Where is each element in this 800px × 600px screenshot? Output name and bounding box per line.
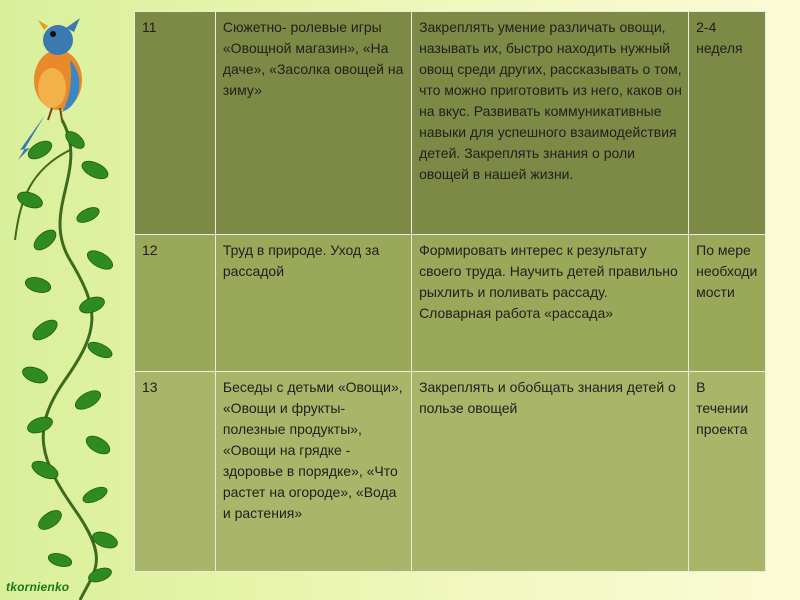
goal-cell: Закреплять умение различать овощи, называть их, быстро находить нужный овощ среди других, рассказывать о том, что можно приготовить из него, каков он на вкус. Развивать коммуникативные навыки для успешного взаимодействия детей. Закреплять знания о роли овощей в нашей жизни. — [412, 12, 689, 235]
row-number: 13 — [135, 372, 216, 572]
activity-cell: Труд в природе. Уход за рассадой — [215, 235, 411, 372]
timing-cell: По мере необходи мости — [689, 235, 766, 372]
watermark: tkornienko — [6, 580, 70, 594]
goal-cell: Закреплять и обобщать знания детей о пользе овощей — [412, 372, 689, 572]
leaf-group — [15, 128, 119, 584]
timing-cell: 2-4 неделя — [689, 12, 766, 235]
table-row — [135, 12, 766, 235]
table-row — [135, 235, 766, 372]
vine-stem — [43, 120, 96, 600]
activity-cell: Сюжетно- ролевые игры «Овощной магазин», «На даче», «Засолка овощей на зиму» — [215, 12, 411, 235]
timing-cell: В течении проекта — [689, 372, 766, 572]
row-number: 12 — [135, 235, 216, 372]
goal-cell: Формировать интерес к результату своего труда. Научить детей правильно рыхлить и поливать рассаду. Словарная работа «рассада» — [412, 235, 689, 372]
table-row — [135, 372, 766, 572]
project-plan-table — [134, 11, 766, 572]
row-number: 11 — [135, 12, 216, 235]
vine-decoration — [0, 0, 140, 600]
activity-cell: Беседы с детьми «Овощи», «Овощи и фрукты- полезные продукты», «Овощи на грядке - здоровье в порядке», «Что растет на огороде», «Вода и растения» — [215, 372, 411, 572]
